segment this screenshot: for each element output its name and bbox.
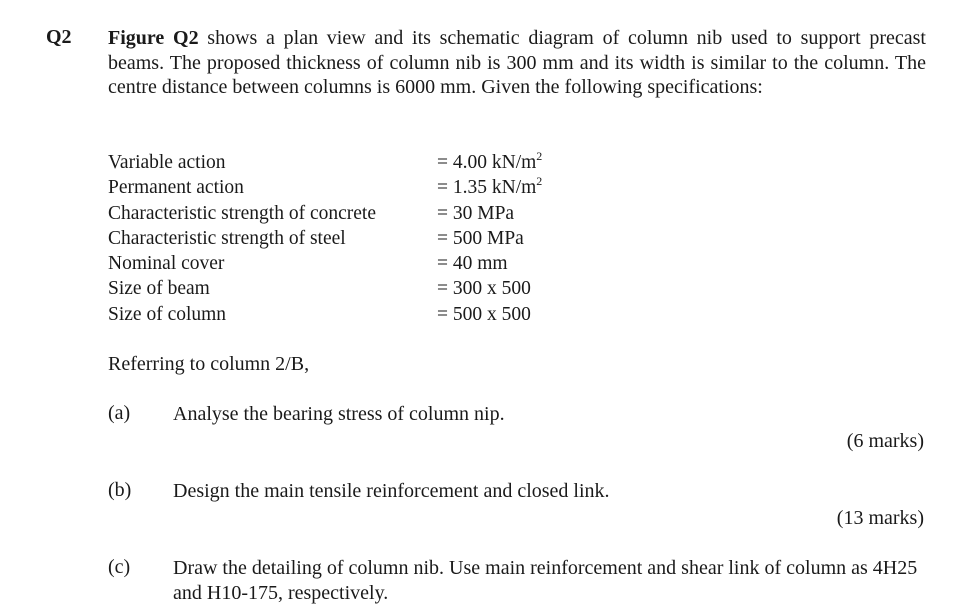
spec-value: = 500 MPa (437, 227, 524, 249)
spec-value: = 300 x 500 (437, 278, 531, 300)
spec-unit-exponent: 2 (536, 149, 543, 163)
spec-label: Characteristic strength of concrete (108, 202, 377, 224)
spec-value-text: = 4.00 kN/m (437, 152, 537, 173)
spec-value (437, 175, 542, 200)
question-number: Q2 (46, 26, 72, 48)
part-b-text: Design the main tensile reinforcement and closed link. (173, 480, 610, 502)
part-a-marks: (6 marks) (846, 430, 924, 452)
spec-label: Variable action (108, 152, 226, 173)
spec-label: Size of column (108, 303, 227, 325)
spec-label: Size of beam (108, 278, 210, 300)
spec-value-text: = 1.35 kN/m (437, 177, 537, 199)
part-b-letter: (b) (108, 479, 132, 501)
part-c-text: Draw the detailing of column nib. Use main reinforcement and shear link of column as 4H25 and H10-175, respectively. (173, 557, 918, 604)
spec-value: = 40 mm (437, 253, 508, 275)
part-a-text: Analyse the bearing stress of column nip. (173, 403, 505, 425)
intro-text: shows a plan view and its schematic diagram of column nib used to support precast beams. The proposed thickness of column nib is 300 mm and its width is similar to the column. The centre distance between columns is 6000 mm. Given the following specifications: (108, 27, 926, 98)
spec-value: = 500 x 500 (437, 303, 531, 325)
spec-label: Characteristic strength of steel (108, 227, 346, 249)
spec-value (437, 150, 542, 175)
part-c-letter: (c) (108, 556, 131, 578)
part-a-letter: (a) (108, 402, 131, 424)
referring-line: Referring to column 2/B, (108, 353, 310, 375)
figure-reference: Figure Q2 (108, 27, 199, 49)
question-intro (108, 26, 926, 100)
spec-label: Permanent action (108, 177, 244, 199)
spec-label: Nominal cover (108, 253, 225, 275)
spec-value: = 30 MPa (437, 202, 515, 224)
part-b-marks: (13 marks) (836, 507, 924, 529)
spec-unit-exponent: 2 (536, 174, 543, 189)
